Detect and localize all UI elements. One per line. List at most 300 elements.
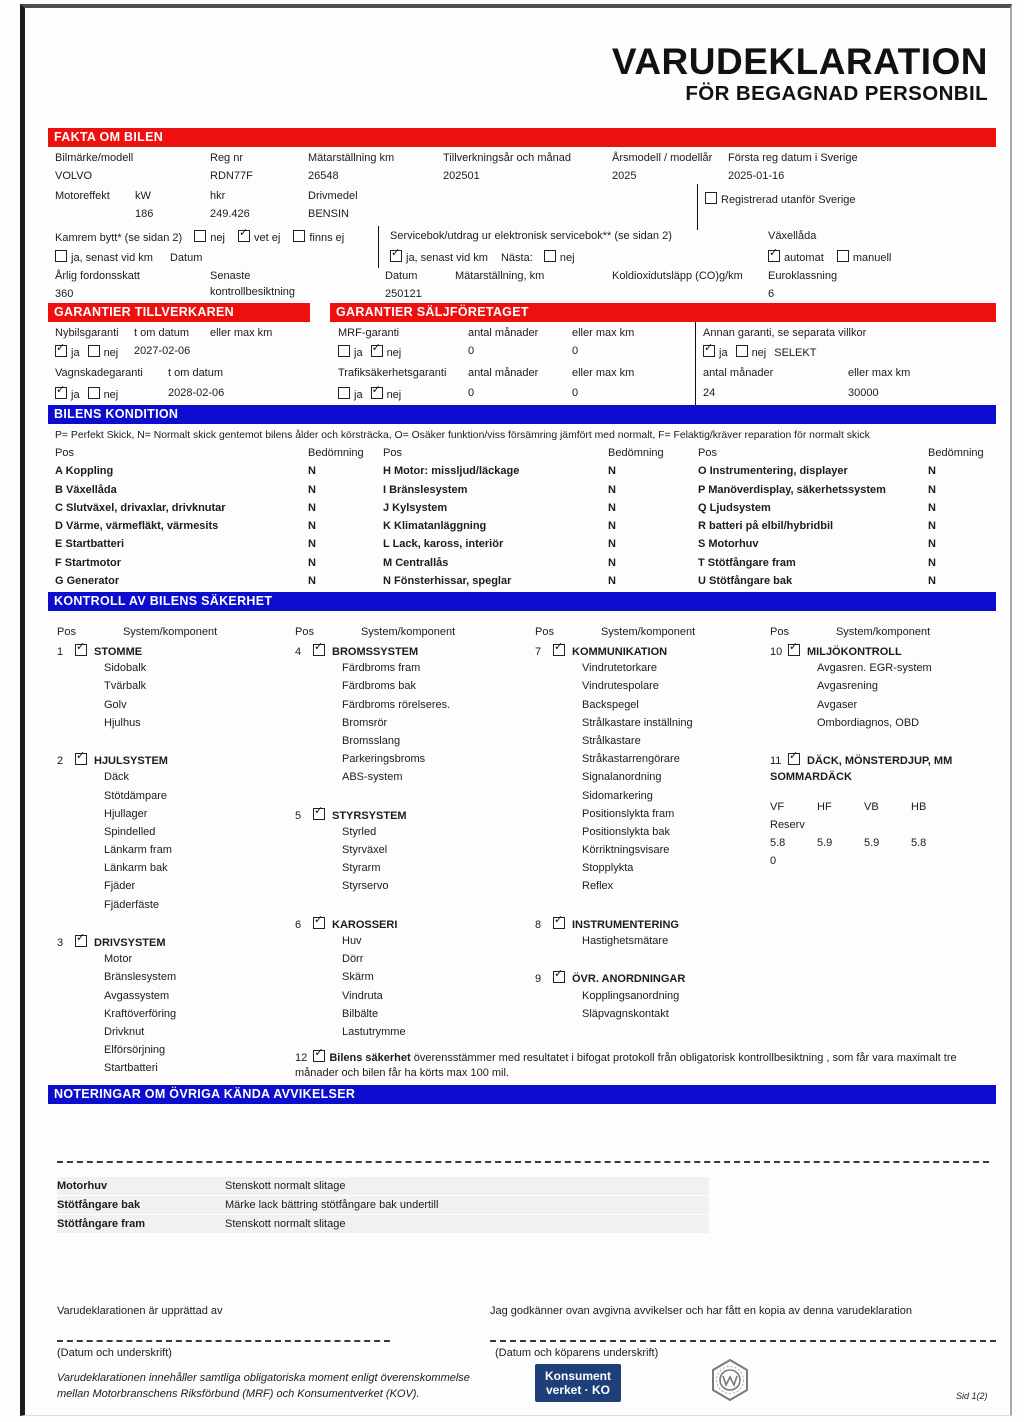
sakerhet-group-checkbox[interactable]: [553, 971, 565, 983]
bedomning-label: Bedömning: [608, 447, 664, 459]
kondition-item-label: B Växellåda: [55, 483, 117, 496]
kondition-grade: N: [608, 501, 616, 514]
section-bilens-kondition: [48, 405, 996, 592]
mrf-hexagon-icon: [708, 1358, 752, 1402]
sakerhet-group-checkbox[interactable]: [553, 917, 565, 929]
sakerhet-group-checkbox[interactable]: [313, 808, 325, 820]
system-label: System/komponent: [600, 626, 696, 638]
sakerhet-item: Styrväxel: [342, 844, 388, 857]
sakerhet-group-number: 5: [295, 809, 302, 822]
senaste-label2: kontrollbesiktning: [210, 286, 295, 298]
trafik-nej-checkbox[interactable]: [371, 387, 383, 399]
annan-nej-checkbox[interactable]: [736, 345, 748, 357]
kondition-grade: N: [928, 465, 936, 478]
kondition-legend: P= Perfekt Skick, N= Normalt skick gentemot bilens ålder och körsträcka, O= Osäker funktion/viss försämring jämfört med normalt, F= Felaktig/kräver reparation för normalt skick: [55, 430, 870, 441]
mrf-nej-checkbox[interactable]: [371, 345, 383, 357]
annan-manader-value: 24: [703, 387, 716, 399]
tyre-value-row: [770, 833, 996, 869]
kondition-grade: N: [608, 556, 616, 569]
sakerhet-item: Stötdämpare: [104, 789, 167, 802]
manuell-label: manuell: [852, 252, 892, 264]
sakerhet-item: Strålkastare: [582, 734, 641, 747]
vaxellada-row: [768, 250, 891, 265]
sakerhet-item: ABS-system: [342, 771, 403, 784]
kondition-row: [55, 484, 383, 502]
noteringar-separator: [57, 1161, 989, 1163]
sakerhet-group-head: [57, 753, 295, 771]
sakerhet-item: Länkarm fram: [104, 844, 172, 857]
drivmedel-value: BENSIN: [308, 208, 349, 220]
sakerhet-column-header: [57, 626, 295, 644]
sakerhet-group: [535, 971, 770, 1026]
datum-koparens-label: (Datum och köparens underskrift): [495, 1347, 659, 1359]
sakerhet-group-checkbox[interactable]: [313, 917, 325, 929]
kondition-row: [55, 465, 383, 483]
registrerad-checkbox[interactable]: [705, 192, 717, 204]
kondition-row: [383, 465, 698, 483]
nybils-ja-checkbox[interactable]: [55, 345, 67, 357]
ja-label: ja: [354, 347, 363, 359]
document-title: [612, 42, 988, 106]
pos-label: Pos: [770, 626, 789, 638]
kondition-item-label: K Klimatanläggning: [383, 520, 487, 533]
legal-line-2: mellan Motorbranschens Riksförbund (MRF) och Konsumentverket (KOV).: [57, 1388, 420, 1400]
sakerhet-item: Hastighetsmätare: [582, 935, 669, 947]
sakerhet-group-title: ÖVR. ANORDNINGAR: [572, 973, 686, 986]
kondition-row: [383, 502, 698, 520]
sakerhet-group-checkbox[interactable]: [553, 644, 565, 656]
konsumentverket-logo: [535, 1364, 621, 1402]
item-12-text: överensstämmer med resultatet i bifogat protokoll från obligatorisk kontrollbesiktning , som får vara maximalt tre månader och bilen får ha körts max 100 mil.: [295, 1052, 957, 1079]
sakerhet-group: [295, 808, 535, 899]
kondition-item-label: F Startmotor: [55, 556, 121, 569]
bedomning-label: Bedömning: [928, 447, 984, 459]
kondition-item-label: G Generator: [55, 575, 120, 588]
section-footer: [48, 1300, 996, 1420]
vaxellada-label: Växellåda: [768, 230, 817, 242]
sakerhet-list-4: [770, 644, 996, 735]
kamrem-datum-label: Datum: [169, 252, 203, 264]
datum-value: 250121: [385, 288, 422, 300]
kondition-item-label: C Slutväxel, drivaxlar, drivknutar: [55, 501, 226, 514]
dack-number: 11: [770, 755, 782, 768]
tyre-value-cell: 0: [770, 854, 777, 867]
sakerhet-column-header: [770, 626, 996, 644]
annan-label: Annan garanti, se separata villkor: [703, 327, 867, 339]
sakerhet-columns: [57, 626, 996, 1081]
tillverkningsar-label: Tillverkningsår och månad: [443, 152, 571, 164]
kondition-grade: N: [308, 575, 316, 588]
sakerhet-item: Dörr: [342, 953, 364, 966]
sakerhet-group-head: [57, 935, 295, 953]
kondition-column-1: [55, 447, 383, 593]
servicebok-label: Servicebok/utdrag ur elektronisk servicebok** (se sidan 2): [390, 230, 672, 242]
kondition-grade: N: [608, 538, 616, 551]
sakerhet-item: Positionslykta bak: [582, 825, 671, 838]
sakerhet-item: Bromsslang: [342, 734, 401, 747]
ja-label: ja: [719, 347, 728, 359]
kondition-item-label: N Fönsterhissar, speglar: [383, 575, 512, 588]
kondition-grade: N: [308, 538, 316, 551]
sakerhet-item: Vindrutetorkare: [582, 662, 658, 675]
sakerhet-group-head: [535, 644, 770, 662]
sakerhet-group-checkbox[interactable]: [313, 644, 325, 656]
pos-label: Pos: [383, 447, 402, 459]
sakerhet-item: Reflex: [582, 880, 614, 893]
kamrem-finnsej-checkbox[interactable]: [293, 230, 305, 242]
pos-label: Pos: [57, 626, 76, 638]
mrf-ja-checkbox[interactable]: [338, 345, 350, 357]
kondition-item-label: D Värme, värmefläkt, värmesits: [55, 520, 219, 533]
noteringar-row: [57, 1215, 709, 1233]
sakerhet-item: Vindrutespolare: [582, 680, 659, 693]
sakerhet-group: [57, 935, 295, 1081]
noteringar-label: Motorhuv: [57, 1180, 108, 1192]
sakerhet-list-1: [57, 644, 295, 1081]
kondition-grade: N: [308, 483, 316, 496]
sakerhet-group-title: STYRSYSTEM: [332, 809, 407, 822]
kondition-list-2: [383, 465, 698, 593]
sakerhet-group-number: 4: [295, 646, 302, 658]
sakerhet-item: Huv: [342, 935, 362, 947]
sakerhet-item: Motor: [104, 953, 133, 966]
sakerhet-item: Skärm: [342, 971, 374, 984]
sakerhet-column-header: [295, 626, 535, 644]
arsmodell-value: 2025: [612, 170, 637, 182]
sakerhet-group-title: MILJÖKONTROLL: [807, 646, 902, 658]
trafik-maxkm-value: 0: [572, 387, 579, 399]
sakerhet-group: [57, 644, 295, 735]
sakerhet-item: Hjullager: [104, 807, 148, 820]
annan-ja-checkbox[interactable]: [703, 345, 715, 357]
sakerhet-item: Positionslykta fram: [582, 807, 675, 820]
kondition-grade: N: [608, 520, 616, 533]
servicebok-nej-checkbox[interactable]: [544, 250, 556, 262]
servicebok-nasta-label: Nästa:: [500, 252, 533, 264]
kondition-item-label: J Kylsystem: [383, 501, 448, 514]
sakerhet-column-2: [295, 626, 535, 1081]
trafik-manader-value: 0: [468, 387, 475, 399]
annan-janej: [703, 345, 816, 360]
kondition-item-label: A Koppling: [55, 465, 114, 478]
kondition-row: [55, 502, 383, 520]
sakerhet-group-head: [770, 644, 996, 662]
garantier-tillverkaren-bar: GARANTIER TILLVERKAREN: [48, 303, 310, 322]
vagnskade-ja-checkbox[interactable]: [55, 387, 67, 399]
item-12-bold: Bilens säkerhet: [329, 1052, 411, 1064]
sakerhet-group: [295, 644, 535, 790]
kondition-row: [55, 520, 383, 538]
kondition-grade: N: [928, 483, 936, 496]
divider: [695, 322, 696, 405]
tyre-header-cell: HF: [817, 800, 832, 813]
antal-manader-label: antal månader: [468, 367, 539, 379]
konsumentverket-line1: Konsument: [545, 1369, 611, 1383]
sakerhet-item: Kraftöverföring: [104, 1007, 177, 1020]
sakerhet-item: Signalanordning: [582, 771, 662, 784]
kondition-item-label: I Bränslesystem: [383, 483, 468, 496]
sakerhet-group-title: BROMSSYSTEM: [332, 646, 419, 658]
servicebok-ja-row: [390, 250, 575, 265]
kondition-item-label: H Motor: missljud/läckage: [383, 465, 520, 478]
nybils-janej: [55, 345, 118, 360]
regnr-label: Reg nr: [210, 152, 244, 164]
sakerhet-group-number: 1: [57, 646, 64, 658]
sakerhet-column-1: [57, 626, 295, 1081]
matarstallning-label: Mätarställning km: [308, 152, 395, 164]
kondition-item-label: M Centrallås: [383, 556, 449, 569]
automat-label: automat: [784, 252, 824, 264]
tom-datum-label: t om datum: [134, 327, 190, 339]
dack-subtitle: SOMMARDÄCK: [770, 771, 852, 784]
sakerhet-item: Stopplykta: [582, 862, 634, 875]
servicebok-ja-checkbox[interactable]: [390, 250, 402, 262]
registrerad-label: Registrerad utanför Sverige: [721, 194, 856, 206]
dack-checkbox[interactable]: [788, 753, 800, 765]
sakerhet-item: Vindruta: [342, 989, 383, 1002]
sakerhet-group: [535, 644, 770, 899]
trafik-ja-checkbox[interactable]: [338, 387, 350, 399]
item-12-checkbox[interactable]: [313, 1050, 325, 1062]
garantier-saljforetaget-bar: GARANTIER SÄLJFÖRETAGET: [330, 303, 996, 322]
noteringar-label: Stötfångare bak: [57, 1199, 141, 1211]
manuell-checkbox[interactable]: [837, 250, 849, 262]
section-kontroll-sakerhet: [48, 592, 996, 1085]
sakerhet-item: Avgaser: [817, 698, 858, 711]
kondition-row: [698, 484, 996, 502]
kondition-item-label: R batteri på elbil/hybridbil: [698, 520, 834, 533]
antal-manader-label: antal månader: [468, 327, 539, 339]
kondition-column-header: [55, 447, 383, 465]
registrerad-field: [705, 192, 856, 207]
sakerhet-group-head: [295, 808, 535, 826]
form-content: [48, 0, 996, 1422]
title-sub: FÖR BEGAGNAD PERSONBIL: [685, 82, 988, 105]
dack-title: DÄCK, MÖNSTERDJUP, MM: [807, 755, 953, 768]
sakerhet-item: Färdbroms bak: [342, 680, 416, 693]
tyre-value-cell: 5.8: [770, 836, 786, 849]
ja-label: ja: [71, 389, 80, 401]
sakerhet-group: [295, 917, 535, 1044]
sakerhet-group-number: 3: [57, 937, 64, 949]
kondition-grade: N: [608, 575, 616, 588]
tyre-header-cell: HB: [911, 800, 927, 813]
euroklassning-label: Euroklassning: [768, 270, 838, 282]
sakerhet-item: Kopplingsanordning: [582, 989, 680, 1002]
sakerhet-item: Styrarm: [342, 862, 381, 875]
sakerhet-item: Startbatteri: [104, 1062, 158, 1075]
bedomning-label: Bedömning: [308, 447, 364, 459]
eller-max-km-label: eller max km: [848, 367, 911, 379]
sakerhet-item: Stråkastarrengörare: [582, 753, 680, 766]
kondition-row: [698, 538, 996, 556]
sakerhet-group-head: [535, 917, 770, 935]
noteringar-row: [57, 1177, 709, 1195]
kamrem-finnsej-label: finns ej: [309, 232, 345, 244]
vagnskade-datum-value: 2028-02-06: [168, 387, 225, 399]
sakerhet-item: Golv: [104, 698, 127, 711]
nej-label: nej: [103, 389, 119, 401]
kondition-grade: N: [608, 483, 616, 496]
kondition-item-label: U Stötfångare bak: [698, 575, 793, 588]
antal-manader-label: antal månader: [703, 367, 774, 379]
kondition-grade: N: [928, 520, 936, 533]
sakerhet-header-bar: KONTROLL AV BILENS SÄKERHET: [48, 592, 996, 611]
item-12: [295, 1050, 995, 1081]
sakerhet-item: Drivknut: [104, 1025, 145, 1038]
signature-line-buyer[interactable]: [490, 1340, 996, 1342]
sakerhet-group: [770, 644, 996, 735]
kondition-row: [383, 557, 698, 575]
sakerhet-group-title: KAROSSERI: [332, 918, 398, 931]
kondition-row: [698, 575, 996, 593]
kamrem-vetej-label: vet ej: [253, 232, 281, 244]
kondition-column-header: [383, 447, 698, 465]
nej-label: nej: [103, 347, 119, 359]
bilmarke-value: VOLVO: [55, 170, 93, 182]
tyre-header-row: [770, 797, 996, 833]
kamrem-row: [55, 230, 344, 245]
kondition-item-label: O Instrumentering, displayer: [698, 465, 848, 478]
fakta-header-bar: FAKTA OM BILEN: [48, 128, 996, 147]
automat-checkbox[interactable]: [768, 250, 780, 262]
kondition-grade: N: [308, 465, 316, 478]
sakerhet-item: Färdbroms fram: [342, 662, 421, 675]
fordonsskatt-label: Årlig fordonsskatt: [55, 270, 140, 282]
kondition-row: [383, 575, 698, 593]
mrf-manader-value: 0: [468, 345, 475, 357]
sakerhet-group-checkbox[interactable]: [788, 644, 800, 656]
noteringar-value: Stenskott normalt slitage: [225, 1218, 346, 1230]
tyre-header-cell: Reserv: [770, 818, 805, 831]
sakerhet-item: Tvärbalk: [104, 680, 147, 693]
drivmedel-label: Drivmedel: [308, 190, 358, 202]
page-number: Sid 1(2): [956, 1391, 988, 1401]
sakerhet-item: Sidomarkering: [582, 789, 653, 802]
noteringar-row: [57, 1196, 709, 1214]
sakerhet-column-3: [535, 626, 770, 1081]
sakerhet-group-title: STOMME: [94, 646, 143, 658]
matarstallning-value: 26548: [308, 170, 339, 182]
sakerhet-group-head: [535, 971, 770, 989]
kondition-row: [55, 538, 383, 556]
tillverkningsar-value: 202501: [443, 170, 480, 182]
tyre-value-cell: 5.9: [864, 836, 880, 849]
kamrem-nej-checkbox[interactable]: [194, 230, 206, 242]
servicebok-nej-label: nej: [559, 252, 575, 264]
pos-label: Pos: [535, 626, 554, 638]
sakerhet-item: Körriktningsvisare: [582, 844, 670, 857]
vagnskade-janej: [55, 387, 118, 402]
sakerhet-group-checkbox[interactable]: [75, 644, 87, 656]
sakerhet-group: [57, 753, 295, 917]
kamrem-ja-row: [55, 250, 202, 265]
sakerhet-item: Släpvagnskontakt: [582, 1007, 669, 1020]
dack-group-head: [770, 753, 996, 771]
sakerhet-item: Däck: [104, 771, 130, 784]
kondition-row: [698, 465, 996, 483]
kondition-column-2: [383, 447, 698, 593]
mrf-janej: [338, 345, 401, 360]
sakerhet-item: Elförsörjning: [104, 1044, 166, 1057]
kondition-grade: N: [928, 556, 936, 569]
kw-label: kW: [135, 190, 151, 202]
tyre-header-cell: VB: [864, 800, 879, 813]
vagnskade-nej-checkbox[interactable]: [88, 387, 100, 399]
pos-label: Pos: [295, 626, 314, 638]
signature-line-seller[interactable]: [57, 1340, 390, 1342]
motoreffekt-label: Motoreffekt: [55, 190, 110, 202]
pos-label: Pos: [55, 447, 74, 459]
kondition-row: [383, 484, 698, 502]
kondition-row: [383, 538, 698, 556]
vagnskade-label: Vagnskadegaranti: [55, 367, 143, 379]
ja-label: ja: [71, 347, 80, 359]
sakerhet-group-checkbox[interactable]: [75, 935, 87, 947]
sakerhet-item: Spindelled: [104, 825, 156, 838]
hkr-value: 249.426: [210, 208, 250, 220]
kondition-item-label: L Lack, kaross, interiör: [383, 538, 504, 551]
kondition-grade: N: [928, 501, 936, 514]
forsta-reg-value: 2025-01-16: [728, 170, 785, 182]
divider: [697, 184, 698, 230]
sakerhet-item: Avgasrening: [817, 680, 878, 693]
regnr-value: RDN77F: [210, 170, 253, 182]
kondition-item-label: Q Ljudsystem: [698, 501, 771, 514]
kamrem-ja-checkbox[interactable]: [55, 250, 67, 262]
sakerhet-item: Färdbroms rörelseres.: [342, 698, 451, 711]
eller-max-km-label: eller max km: [572, 327, 635, 339]
hkr-label: hkr: [210, 190, 226, 202]
ja-label: ja: [354, 389, 363, 401]
kondition-row: [698, 520, 996, 538]
sakerhet-item: Bränslesystem: [104, 971, 177, 984]
nej-label: nej: [386, 389, 402, 401]
pos-label: Pos: [698, 447, 717, 459]
annan-maxkm-value: 30000: [848, 387, 879, 399]
sakerhet-group-number: 6: [295, 918, 302, 931]
kondition-header-bar: BILENS KONDITION: [48, 405, 996, 424]
legal-line-1: Varudeklarationen innehåller samtliga obligatoriska moment enligt överenskommelse: [57, 1372, 470, 1384]
kondition-item-label: S Motorhuv: [698, 538, 759, 551]
tom-datum-label2: t om datum: [168, 367, 224, 379]
kondition-item-label: T Stötfångare fram: [698, 556, 796, 569]
kondition-item-label: P Manöverdisplay, säkerhetssystem: [698, 483, 886, 496]
mrf-label: MRF-garanti: [338, 327, 400, 339]
bilmarke-label: Bilmärke/modell: [55, 152, 134, 164]
kondition-list-1: [55, 465, 383, 593]
nybils-nej-checkbox[interactable]: [88, 345, 100, 357]
sakerhet-group-number: 7: [535, 646, 542, 658]
kamrem-vetej-checkbox[interactable]: [238, 230, 250, 242]
sakerhet-group-checkbox[interactable]: [75, 753, 87, 765]
sakerhet-column-header: [535, 626, 770, 644]
servicebok-ja-label: ja, senast vid km: [406, 252, 488, 264]
kondition-row: [698, 557, 996, 575]
section-fakta-om-bilen: [48, 128, 996, 303]
sakerhet-item: Fjäderfäste: [104, 898, 160, 911]
sakerhet-item: Backspegel: [582, 698, 639, 711]
kondition-row: [55, 575, 383, 593]
kondition-row: [55, 557, 383, 575]
kondition-column-header: [698, 447, 996, 465]
sakerhet-item: Avgasren. EGR-system: [817, 662, 932, 675]
mrf-maxkm-value: 0: [572, 345, 579, 357]
eller-max-km-label: eller max km: [210, 327, 273, 339]
sakerhet-group-head: [295, 917, 535, 935]
tyre-value-cell: 5.9: [817, 836, 833, 849]
sakerhet-item: Strålkastare inställning: [582, 716, 693, 729]
